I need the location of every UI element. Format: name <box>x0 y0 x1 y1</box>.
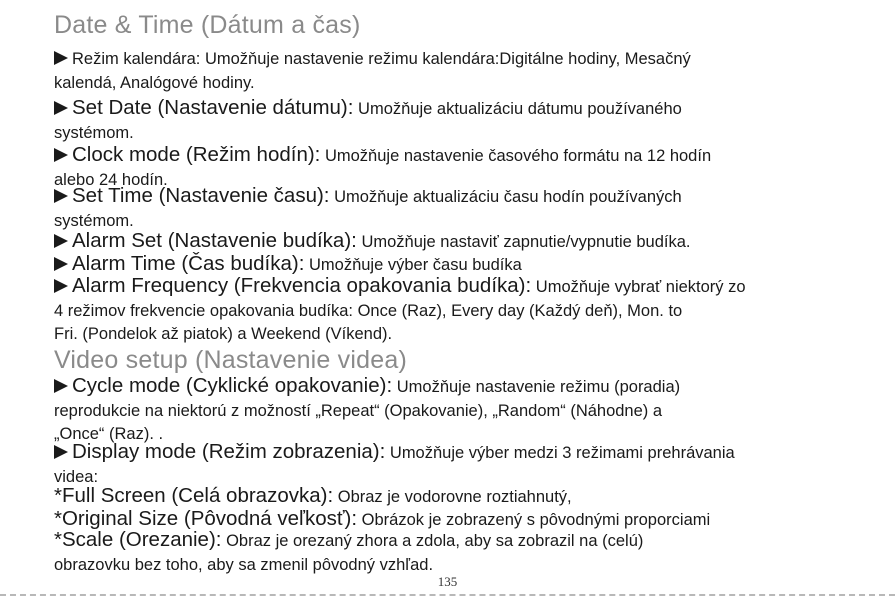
item-desc-cont: alebo 24 hodín. <box>54 170 168 189</box>
item-desc: Umožňuje nastavenie časového formátu na 12 hodín <box>320 147 712 165</box>
page-number: 135 <box>437 574 458 589</box>
subitem-label: *Scale (Orezanie): <box>54 528 222 551</box>
item-desc: Umožňuje nastavenie režimu kalendára:Digitálne hodiny, Mesačný <box>200 50 691 68</box>
section-title-video-setup: Video setup (Nastavenie videa) <box>54 346 407 374</box>
item-desc-cont: systémom. <box>54 211 134 230</box>
item-desc-cont: videa: <box>54 467 99 486</box>
triangle-bullet-icon <box>54 189 68 203</box>
footer-divider <box>0 594 895 596</box>
triangle-bullet-icon <box>54 101 68 115</box>
triangle-bullet-icon <box>54 379 68 393</box>
item-alarm-frequency <box>54 274 874 347</box>
item-desc: Umožňuje výber času budíka <box>304 256 522 274</box>
item-display-mode <box>54 440 874 489</box>
subitem-desc: Obrázok je zobrazený s pôvodnými proporciami <box>357 511 711 529</box>
item-desc-cont: 4 režimov frekvencie opakovania budíka: Once (Raz), Every day (Každý deň), Mon. to <box>54 301 683 320</box>
item-desc: Umožňuje vybrať niektorý zo <box>531 278 746 296</box>
item-alarm-set <box>54 229 874 255</box>
item-desc-cont: „Once“ (Raz). . <box>54 425 164 443</box>
item-label: Display mode (Režim zobrazenia): <box>72 440 386 463</box>
item-set-time <box>54 184 874 233</box>
item-desc-cont: kalendá, Analógové hodiny. <box>54 73 255 92</box>
triangle-bullet-icon <box>54 445 68 459</box>
item-set-date <box>54 96 874 145</box>
item-label: Alarm Frequency (Frekvencia opakovania budíka): <box>72 274 532 297</box>
subitem-label: *Full Screen (Celá obrazovka): <box>54 484 334 507</box>
item-desc-cont: systémom. <box>54 123 134 142</box>
item-desc: Umožňuje aktualizáciu dátumu používaného <box>353 100 682 118</box>
subitem-label: *Original Size (Pôvodná veľkosť): <box>54 507 358 530</box>
item-label: Cycle mode (Cyklické opakovanie): <box>72 374 393 397</box>
item-label: Alarm Set (Nastavenie budíka): <box>72 229 357 252</box>
item-calendar-mode <box>54 48 874 95</box>
item-label: Set Date (Nastavenie dátumu): <box>72 96 354 119</box>
triangle-bullet-icon <box>54 234 68 248</box>
item-desc: Umožňuje výber medzi 3 režimami prehrávania <box>385 444 735 462</box>
item-label: Set Time (Nastavenie času): <box>72 184 330 207</box>
item-desc-cont: reprodukcie na niektorú z možností „Repeat“ (Opakovanie), „Random“ (Náhodne) a <box>54 401 663 420</box>
subitem-desc: Obraz je vodorovne roztiahnutý, <box>333 488 572 506</box>
subitem-desc-cont: obrazovku bez toho, aby sa zmenil pôvodný vzhľad. <box>54 555 434 574</box>
item-desc: Umožňuje nastavenie režimu (poradia) <box>392 378 681 396</box>
triangle-bullet-icon <box>54 257 68 271</box>
triangle-bullet-icon <box>54 51 68 65</box>
item-desc-cont: Fri. (Pondelok až piatok) a Weekend (Víkend). <box>54 325 393 343</box>
item-cycle-mode <box>54 374 874 447</box>
subitem-scale <box>54 528 874 577</box>
item-desc: Umožňuje aktualizáciu času hodín používaných <box>329 188 682 206</box>
triangle-bullet-icon <box>54 279 68 293</box>
item-label: Režim kalendára: <box>72 50 201 68</box>
item-desc: Umožňuje nastaviť zapnutie/vypnutie budíka. <box>356 233 691 251</box>
triangle-bullet-icon <box>54 148 68 162</box>
item-label: Alarm Time (Čas budíka): <box>72 252 305 275</box>
subitem-full-screen <box>54 484 874 510</box>
item-label: Clock mode (Režim hodín): <box>72 143 321 166</box>
subitem-desc: Obraz je orezaný zhora a zdola, aby sa zobrazil na (celú) <box>221 532 644 550</box>
section-title-date-time: Date & Time (Dátum a čas) <box>54 11 361 39</box>
